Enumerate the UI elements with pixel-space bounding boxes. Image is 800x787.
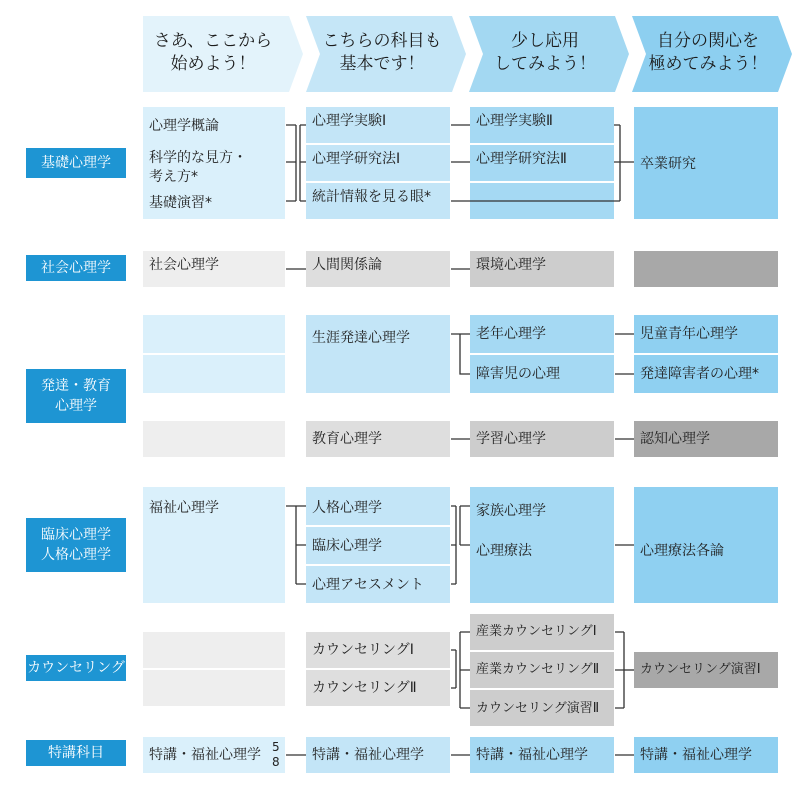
course-item: 心理療法	[476, 543, 532, 559]
course-item: 特講・福祉心理学	[306, 737, 450, 773]
course-item: 心理学実験Ⅱ	[470, 107, 614, 143]
course-item: 家族心理学	[476, 503, 546, 519]
course-item: 障害児の心理	[470, 355, 614, 393]
course-item: 認知心理学	[634, 421, 778, 457]
course-item: 心理学実験Ⅰ	[306, 107, 450, 143]
course-item: 科学的な見方・ 考え方*	[149, 150, 247, 185]
course-item: 特講・福祉心理学	[143, 737, 285, 773]
header-stage-2-label: こちらの科目も 基本です！	[322, 31, 442, 74]
course-item: 学習心理学	[470, 421, 614, 457]
category-counseling: カウンセリング	[26, 655, 126, 681]
course-item: 臨床心理学	[306, 527, 450, 564]
header-stage-4-label: 自分の関心を 極めてみよう！	[648, 31, 768, 74]
course-item: 生涯発達心理学	[312, 330, 410, 346]
course-item: 環境心理学	[470, 251, 614, 287]
course-item: 心理アセスメント	[306, 566, 450, 603]
category-development: 発達・教育 心理学	[26, 369, 126, 423]
course-item: 特講・福祉心理学	[470, 737, 614, 773]
category-basic: 基礎心理学	[26, 148, 126, 178]
course-item: カウンセリング演習Ⅰ	[634, 652, 778, 688]
course-item: 福祉心理学	[149, 500, 219, 516]
course-item: 心理学研究法Ⅰ	[306, 145, 450, 181]
course-item: 児童青年心理学	[634, 315, 778, 353]
category-special: 特講科目	[26, 740, 126, 766]
course-item: 人格心理学	[306, 487, 450, 525]
course-item: 特講・福祉心理学	[634, 737, 778, 773]
course-item: 産業カウンセリングⅠ	[470, 614, 614, 650]
course-item: 心理学概論	[149, 118, 219, 134]
course-item: 発達障害者の心理*	[634, 355, 778, 393]
course-number-top: 5	[272, 740, 280, 754]
course-item: 社会心理学	[143, 251, 285, 287]
course-item: 心理学研究法Ⅱ	[470, 145, 614, 181]
course-item: カウンセリングⅡ	[306, 670, 450, 706]
category-clinical: 臨床心理学 人格心理学	[26, 518, 126, 572]
course-item: 老年心理学	[470, 315, 614, 353]
course-item: 教育心理学	[306, 421, 450, 457]
course-item: 基礎演習*	[149, 195, 212, 211]
course-item: カウンセリング演習Ⅱ	[470, 690, 614, 726]
course-item: 卒業研究	[640, 156, 696, 172]
course-item: 心理療法各論	[640, 543, 724, 559]
course-item: 産業カウンセリングⅡ	[470, 652, 614, 688]
course-item: 人間関係論	[306, 251, 450, 287]
header-stage-1-label: さあ、ここから 始めよう！	[153, 31, 273, 74]
header-stage-3-label: 少し応用 してみよう！	[494, 31, 596, 74]
course-item: 統計情報を見る眼*	[306, 183, 450, 219]
category-social: 社会心理学	[26, 255, 126, 281]
course-item: カウンセリングⅠ	[306, 632, 450, 668]
course-number-bottom: 8	[272, 755, 280, 769]
